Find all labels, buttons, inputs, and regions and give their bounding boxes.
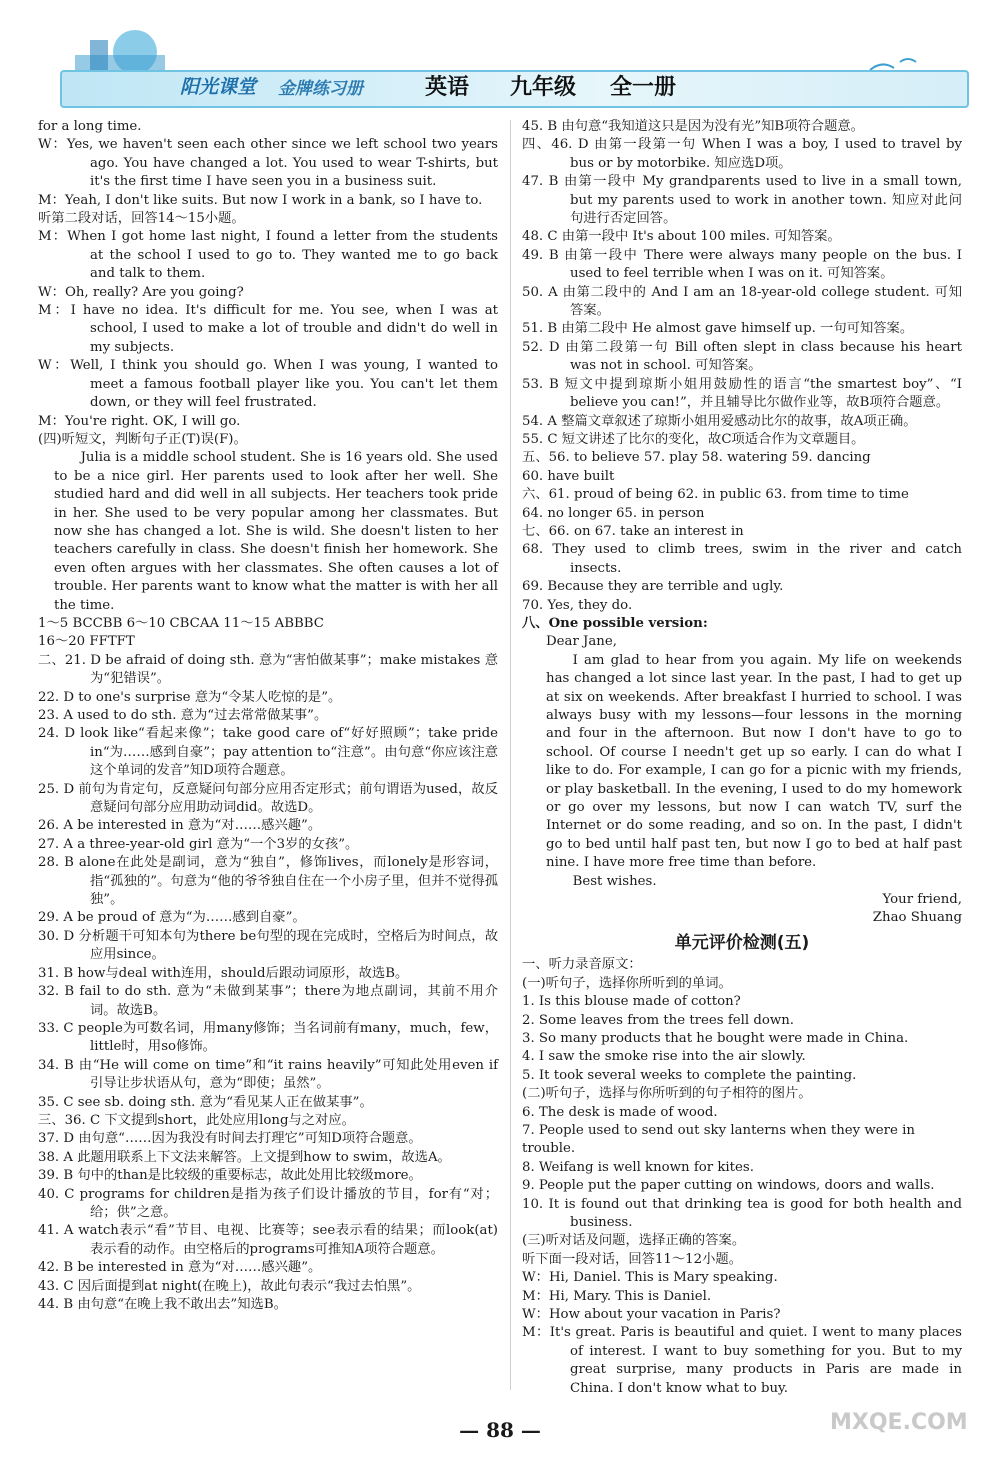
text-line: 70. Yes, they do. [522,597,633,613]
text-line: 听第二段对话，回答14～15小题。 [38,211,245,227]
text-line: 39. B 句中的than是比较级的重要标志，故此处用比较级more。 [38,1168,422,1184]
text-line: 68. They used to climb trees, swim in the river and catch insects. [522,542,962,576]
text-line: 五、56. to believe 57. play 58. watering 59. dancing [522,450,871,466]
text-line: 50. A 由第二段中的 And I am an 18-year-old college student. 可知答案。 [522,284,962,319]
text-line: 34. B 由“He will come on time”和“it rains heavily”可知此处用even if引导让步状语从句，意为“即使；虽然”。 [38,1057,498,1092]
text-line: 29. A be proud of 意为“为……感到自豪”。 [38,910,306,926]
text-line: 6. The desk is made of wood. [522,1104,718,1120]
text-line: 25. D 前句为肯定句，反意疑问句部分应用否定形式；前句谓语为used，故反意疑问句部分应用助动词did。故选D。 [38,781,498,816]
text-line: 七、66. on 67. take an interest in [522,523,744,539]
text-line: 38. A 此题用联系上下文法来解答。上文提到how to swim，故选A。 [38,1149,451,1165]
text-line: M：I have no idea. It's difficult for me. You see, when I was at school, I used to make a lot of trouble and didn't do well in my subjects. [38,303,498,355]
text-line: 51. B 由第二段中 He almost gave himself up. 一句可知答案。 [522,321,914,337]
text-line: Your friend, [882,892,962,908]
section-title: 单元评价检测(五) [674,932,810,953]
text-line: for a long time. [38,119,142,134]
text-line: W：Hi, Daniel. This is Mary speaking. [522,1270,778,1286]
text-line: 23. A used to do sth. 意为“过去常常做某事”。 [38,708,328,723]
text-line: 49. B 由第一段中 There were always many people on the bus. I used to feel terrible when I was on it. 可知答案。 [522,247,962,282]
text-line: 1～5 BCCBB 6～10 CBCAA 11～15 ABBBC [38,615,324,631]
text-line: 44. B 由句意“在晚上我不敢出去”知选B。 [38,1297,287,1312]
text-line: 八、One possible version: [522,615,708,631]
text-line: 54. A 整篇文章叙述了琼斯小姐用爱感动比尔的故事，故A项正确。 [522,413,917,429]
text-line: 28. B alone在此处是副词，意为“独自”，修饰lives，而lonely是形容词，指“孤独的”。句意为“他的爷爷独自住在一个小房子里，但并不觉得孤独”。 [38,855,498,908]
text-line: M：Hi, Mary. This is Daniel. [522,1288,712,1304]
text-line: 35. C see sb. doing sth. 意为“看见某人正在做某事”。 [38,1094,373,1110]
text-line: 3. So many products that he bought were made in China. [522,1030,909,1046]
text-line: 69. Because they are terrible and ugly. [522,579,784,595]
text-line: (四)听短文，判断句子正(T)误(F)。 [38,431,247,447]
text-line: 2. Some leaves from the trees fell down. [522,1012,795,1028]
text-line: 一、听力录音原文： [522,957,642,973]
text-line: M：When I got home last night, I found a letter from the students at the school I used to go to. They wanted me to go back and talk to them. [38,229,498,282]
text-line: 43. C 因后面提到at night(在晚上)，故此句表示“我过去怕黑”。 [38,1278,421,1294]
text-line: 53. B 短文中提到琼斯小姐用鼓励性的语言“the smartest boy”、“I believe you can!”，并且辅导比尔做作业等，故B项符合题意。 [522,376,962,411]
text-line: 48. C 由第一段中 It's about 100 miles. 可知答案。 [522,229,841,245]
text-line: M：You're right. OK, I will go. [38,413,241,429]
right-column [522,118,962,1398]
text-line: 41. A watch表示“看”节目、电视、比赛等；see表示看的结果；而look(at)表示看的动作。由空格后的programs可推知A项符合题意。 [38,1223,498,1257]
text-line: 42. B be interested in 意为“对……感兴趣”。 [38,1260,322,1276]
brand-title: 阳光课堂 [180,76,257,98]
text-line: 47. B 由第一段中 My grandparents used to live in a small town, but my parents used to work in another town. 知应对此问句进行否定回答。 [522,174,962,227]
text-line: 40. C programs for children是指为孩子们设计播放的节目，for有“对；给；供”之意。 [38,1186,498,1220]
grade-label: 九年级 [510,75,577,100]
watermark: MXQE.COM [830,1410,968,1435]
text-line: 六、61. proud of being 62. in public 63. from time to time [522,487,909,503]
text-line: 16～20 FFTFT [38,634,135,650]
page-number: — 88 — [459,1418,541,1442]
text-line: (一)听句子，选择你所听到的单词。 [522,975,732,991]
text-line: 64. no longer 65. in person [522,505,705,521]
text-line: Best wishes. [572,873,657,889]
text-line: Zhao Shuang [872,910,962,926]
text-line: 1. Is this blouse made of cotton? [522,994,741,1010]
left-column [38,118,498,1314]
text-line: W：Oh, really? Are you going? [38,284,244,300]
volume-label: 全一册 [610,75,677,100]
column-divider [510,120,511,1390]
text-line: (三)听对话及问题，选择正确的答案。 [522,1233,746,1249]
text-line: W：Yes, we haven't seen each other since we left school two years ago. You have changed a lot. You used to wear T-shirts, but it's the first time I have seen you in a business suit. [38,137,498,190]
text-line: 5. It took several weeks to complete the painting. [522,1067,857,1083]
text-line: I am glad to hear from you again. My life on weekends has changed a lot since last year. In the past, I had to get up at six on weekends. After breakfast I hurried to school. I was always busy with my lessons—four lessons in the morning and four in the afternoon. But now I don't have to go to school. Of course I needn't get up so early. I can do what I like to do. For example, I can go for a picnic with my friends, or play basketball. In the evening, I used to do my homework or go over my lessons, but now I can watch TV, surf the Internet or do some reading, and so on. In the past, I didn't go to bed until half past ten, but now I go to bed at half past nine. I have more free time than before. [546,652,962,871]
text-line: 33. C people为可数名词，用many修饰；当名词前有many，much，few，little时，用so修饰。 [38,1020,498,1055]
text-line: (二)听句子，选择与你所听到的句子相符的图片。 [522,1086,812,1102]
text-line: 27. A a three-year-old girl 意为“一个3岁的女孩”。 [38,836,359,852]
page-header [0,0,1000,112]
text-line: 二、21. D be afraid of doing sth. 意为“害怕做某事”；make mistakes 意为“犯错误”。 [38,652,498,687]
text-line: 7. People used to send out sky lanterns when they were in trouble. [522,1122,915,1157]
text-line: 10. It is found out that drinking tea is good for both health and business. [522,1196,962,1230]
text-line: 45. B 由句意“我知道这只是因为没有光”知B项符合题意。 [522,119,864,134]
text-line: W：Well, I think you should go. When I was young, I wanted to meet a famous football player like you. You can't let them down, or they will feel frustrated. [38,358,498,411]
text-line: Dear Jane, [546,634,617,650]
text-line: Julia is a middle school student. She is 16 years old. She used to be a nice girl. Her parents used to look after her well. She studied hard and did well in all subjects. Her teachers took pride in her. She used to be very popular among her classmates. But now she has changed a lot. She is wild. She doesn't listen to her teachers carefully in class. She doesn't finish her homework. She even often argues with her classmates. She often causes a lot of trouble. Her parents want to know what the matter is with her all the time. [54,450,498,613]
text-line: 22. D to one's surprise 意为“令某人吃惊的是”。 [38,689,342,705]
text-line: 四、46. D 由第一段第一句 When I was a boy, I used to travel by bus or by motorbike. 知应选D项。 [522,137,962,171]
text-line: 26. A be interested in 意为“对……感兴趣”。 [38,818,322,834]
text-line: 60. have built [522,468,615,484]
text-line: 32. B fail to do sth. 意为“未做到某事”；there为地点副词，其前不用介词。故选B。 [38,984,498,1018]
text-line: 31. B how与deal with连用，should后跟动词原形，故选B。 [38,965,409,981]
text-line: 4. I saw the smoke rise into the air slowly. [522,1049,806,1065]
text-line: M：It's great. Paris is beautiful and quiet. I went to many places of interest. I want to buy something for you. But to my great surprise, many products in Paris are made in China. I don't know what to buy. [522,1325,962,1396]
text-line: 52. D 由第二段第一句 Bill often slept in class because his heart was not in school. 可知答案。 [522,339,962,374]
subject-label: 英语 [425,75,470,100]
text-line: 听下面一段对话，回答11～12小题。 [522,1251,742,1267]
text-line: 30. D 分析题干可知本句为there be句型的现在完成时，空格后为时间点，故应用since。 [38,928,498,963]
brand-subtitle: 金牌练习册 [278,79,363,99]
text-line: 三、36. C 下文提到short，此处应用long与之对应。 [38,1112,355,1128]
text-line: 37. D 由句意“……因为我没有时间去打理它”可知D项符合题意。 [38,1131,422,1147]
text-line: 24. D look like“看起来像”；take good care of“好好照顾”；take pride in“为……感到自豪”；pay attention to“注意”。由句意“你应该注意这个单词的发音”知D项符合题意。 [38,726,498,779]
text-line: M：Yeah, I don't like suits. But now I work in a bank, so I have to. [38,192,483,208]
text-line: 9. People put the paper cutting on windows, doors and walls. [522,1178,935,1194]
text-line: 55. C 短文讲述了比尔的变化，故C项适合作为文章题目。 [522,431,865,447]
text-line: W：How about your vacation in Paris? [522,1307,781,1322]
page-number-value: 88 [486,1418,514,1442]
text-line: 8. Weifang is well known for kites. [522,1159,754,1175]
